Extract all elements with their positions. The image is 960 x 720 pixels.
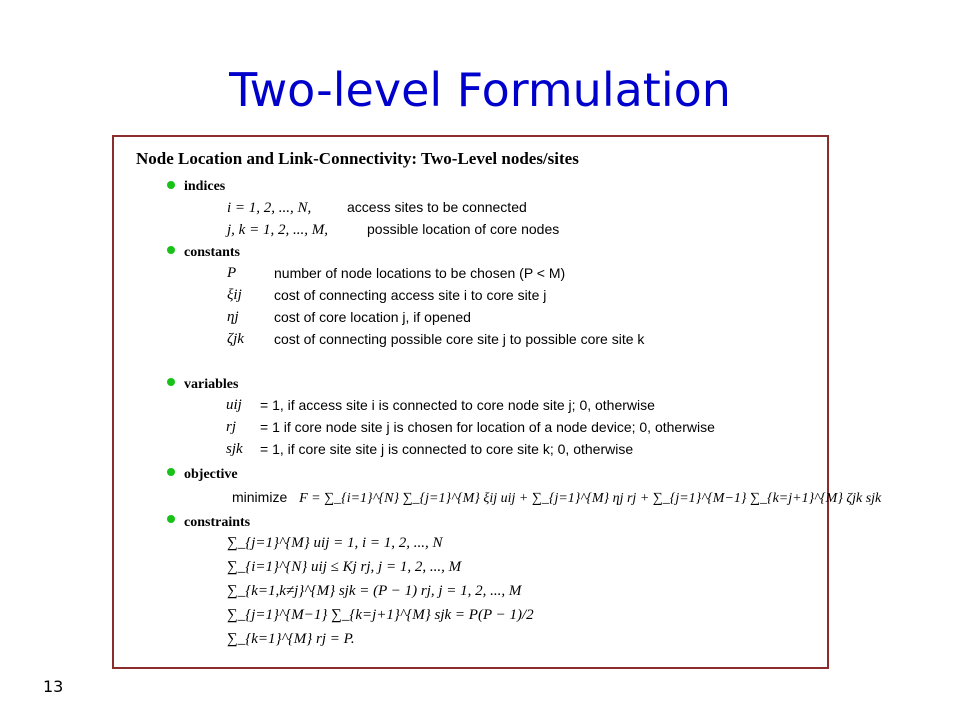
index-desc: access sites to be connected [347, 199, 527, 215]
panel-heading: Node Location and Link-Connectivity: Two-Level nodes/sites [136, 149, 579, 168]
variable-desc: = 1, if core site site j is connected to core site k; 0, otherwise [260, 441, 634, 457]
objective-formula: F = ∑_{i=1}^{N} ∑_{j=1}^{M} ξij uij + ∑_{j=1}^{M} ηj rj + ∑_{j=1}^{M−1} ∑_{k=j+1}^{M} ζjk sjk [299, 491, 882, 506]
objective-row [232, 489, 882, 507]
index-row-jk [227, 221, 560, 239]
section-constraints-label: constraints [184, 515, 251, 530]
variable-desc: = 1 if core node site j is chosen for location of a node device; 0, otherwise [260, 419, 715, 435]
bullet-icon [167, 515, 175, 523]
constant-symbol: P [227, 265, 237, 281]
variable-desc: = 1, if access site i is connected to core node site j; 0, otherwise [260, 397, 655, 413]
constant-desc: number of node locations to be chosen (P < M) [274, 265, 566, 281]
section-constants-label: constants [184, 245, 241, 260]
index-expr: i = 1, 2, ..., N, [227, 200, 312, 216]
constant-desc: cost of connecting access site i to core site j [274, 287, 547, 303]
bullet-icon [167, 468, 175, 476]
bullet-icon [167, 378, 175, 386]
variable-symbol: uij [226, 397, 242, 413]
panel-content [114, 137, 882, 667]
page-number: 13 [43, 677, 64, 696]
index-expr: j, k = 1, 2, ..., M, [227, 222, 328, 238]
index-row-i [227, 199, 527, 217]
variable-symbol: rj [226, 419, 237, 435]
section-objective-label: objective [184, 467, 238, 482]
constant-desc: cost of core location j, if opened [274, 309, 471, 325]
section-indices-label: indices [184, 179, 226, 194]
variable-symbol: sjk [226, 441, 243, 457]
constant-symbol: ξij [227, 287, 242, 303]
constraint-row: ∑_{i=1}^{N} uij ≤ Kj rj, j = 1, 2, ..., M [227, 559, 462, 575]
index-desc: possible location of core nodes [367, 221, 560, 237]
slide-title: Two-level Formulation [229, 63, 731, 117]
section-variables-label: variables [184, 377, 239, 392]
constant-symbol: ηj [227, 309, 239, 325]
formulation-panel [112, 135, 882, 669]
bullet-icon [167, 181, 175, 189]
constraint-row: ∑_{k=1}^{M} rj = P. [227, 631, 355, 647]
constant-desc: cost of connecting possible core site j to possible core site k [274, 331, 645, 347]
constraint-row: ∑_{k=1,k≠j}^{M} sjk = (P − 1) rj, j = 1, 2, ..., M [227, 583, 522, 599]
objective-prefix: minimize [232, 489, 288, 505]
bullet-icon [167, 246, 175, 254]
constraint-row: ∑_{j=1}^{M−1} ∑_{k=j+1}^{M} sjk = P(P − 1)/2 [227, 607, 534, 623]
constraint-row: ∑_{j=1}^{M} uij = 1, i = 1, 2, ..., N [227, 535, 443, 551]
constant-symbol: ζjk [227, 331, 244, 347]
